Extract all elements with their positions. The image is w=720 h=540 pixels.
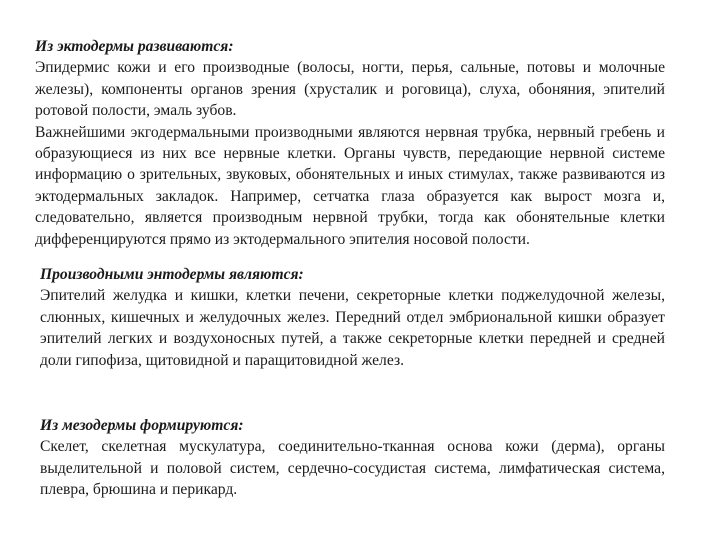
endoderm-section xyxy=(40,264,665,371)
endoderm-heading: Производными энтодермы являются: xyxy=(40,266,304,283)
ectoderm-paragraph-1: Эпидермис кожи и его производные (волосы, ногти, перья, сальные, потовы и молочные железы), компоненты органов зрения (хрусталик и роговица), слуха, обоняния, эпителий ротовой полости, эмаль зубов. xyxy=(35,59,665,120)
ectoderm-section xyxy=(35,36,665,250)
mesoderm-paragraph: Скелет, скелетная мускулатура, соединительно-тканная основа кожи (дерма), органы выделительной и половой систем, сердечно-сосудистая система, лимфатическая система, плевра, брюшина и перикард. xyxy=(40,438,665,499)
ectoderm-paragraph-2: Важнейшими экгодермальными производными являются нервная трубка, нервный гребень и образующиеся из них все нервные клетки. Органы чувств, передающие нервной системе информацию о зрительных, звуковых, обонятельных и иных стимулах, также развиваются из эктодермальных закладок. Например, сетчатка глаза образуется как вырост мозга и, следовательно, является производным нервной трубки, тогда как обонятельные клетки дифференцируются прямо из эктодермального эпителия носовой полости. xyxy=(35,123,665,248)
mesoderm-heading: Из мезодермы формируются: xyxy=(40,417,244,434)
mesoderm-section xyxy=(40,415,665,501)
ectoderm-heading: Из эктодермы развиваются: xyxy=(35,38,234,55)
endoderm-paragraph: Эпителий желудка и кишки, клетки печени, секреторные клетки поджелудочной железы, слюнных, кишечных и желудочных желез. Передний отдел эмбриональной кишки образует эпителий легких и воздухоносных путей, а также секреторные клетки передней и средней доли гипофиза, щитовидной и паращитовидной желез. xyxy=(40,287,665,369)
